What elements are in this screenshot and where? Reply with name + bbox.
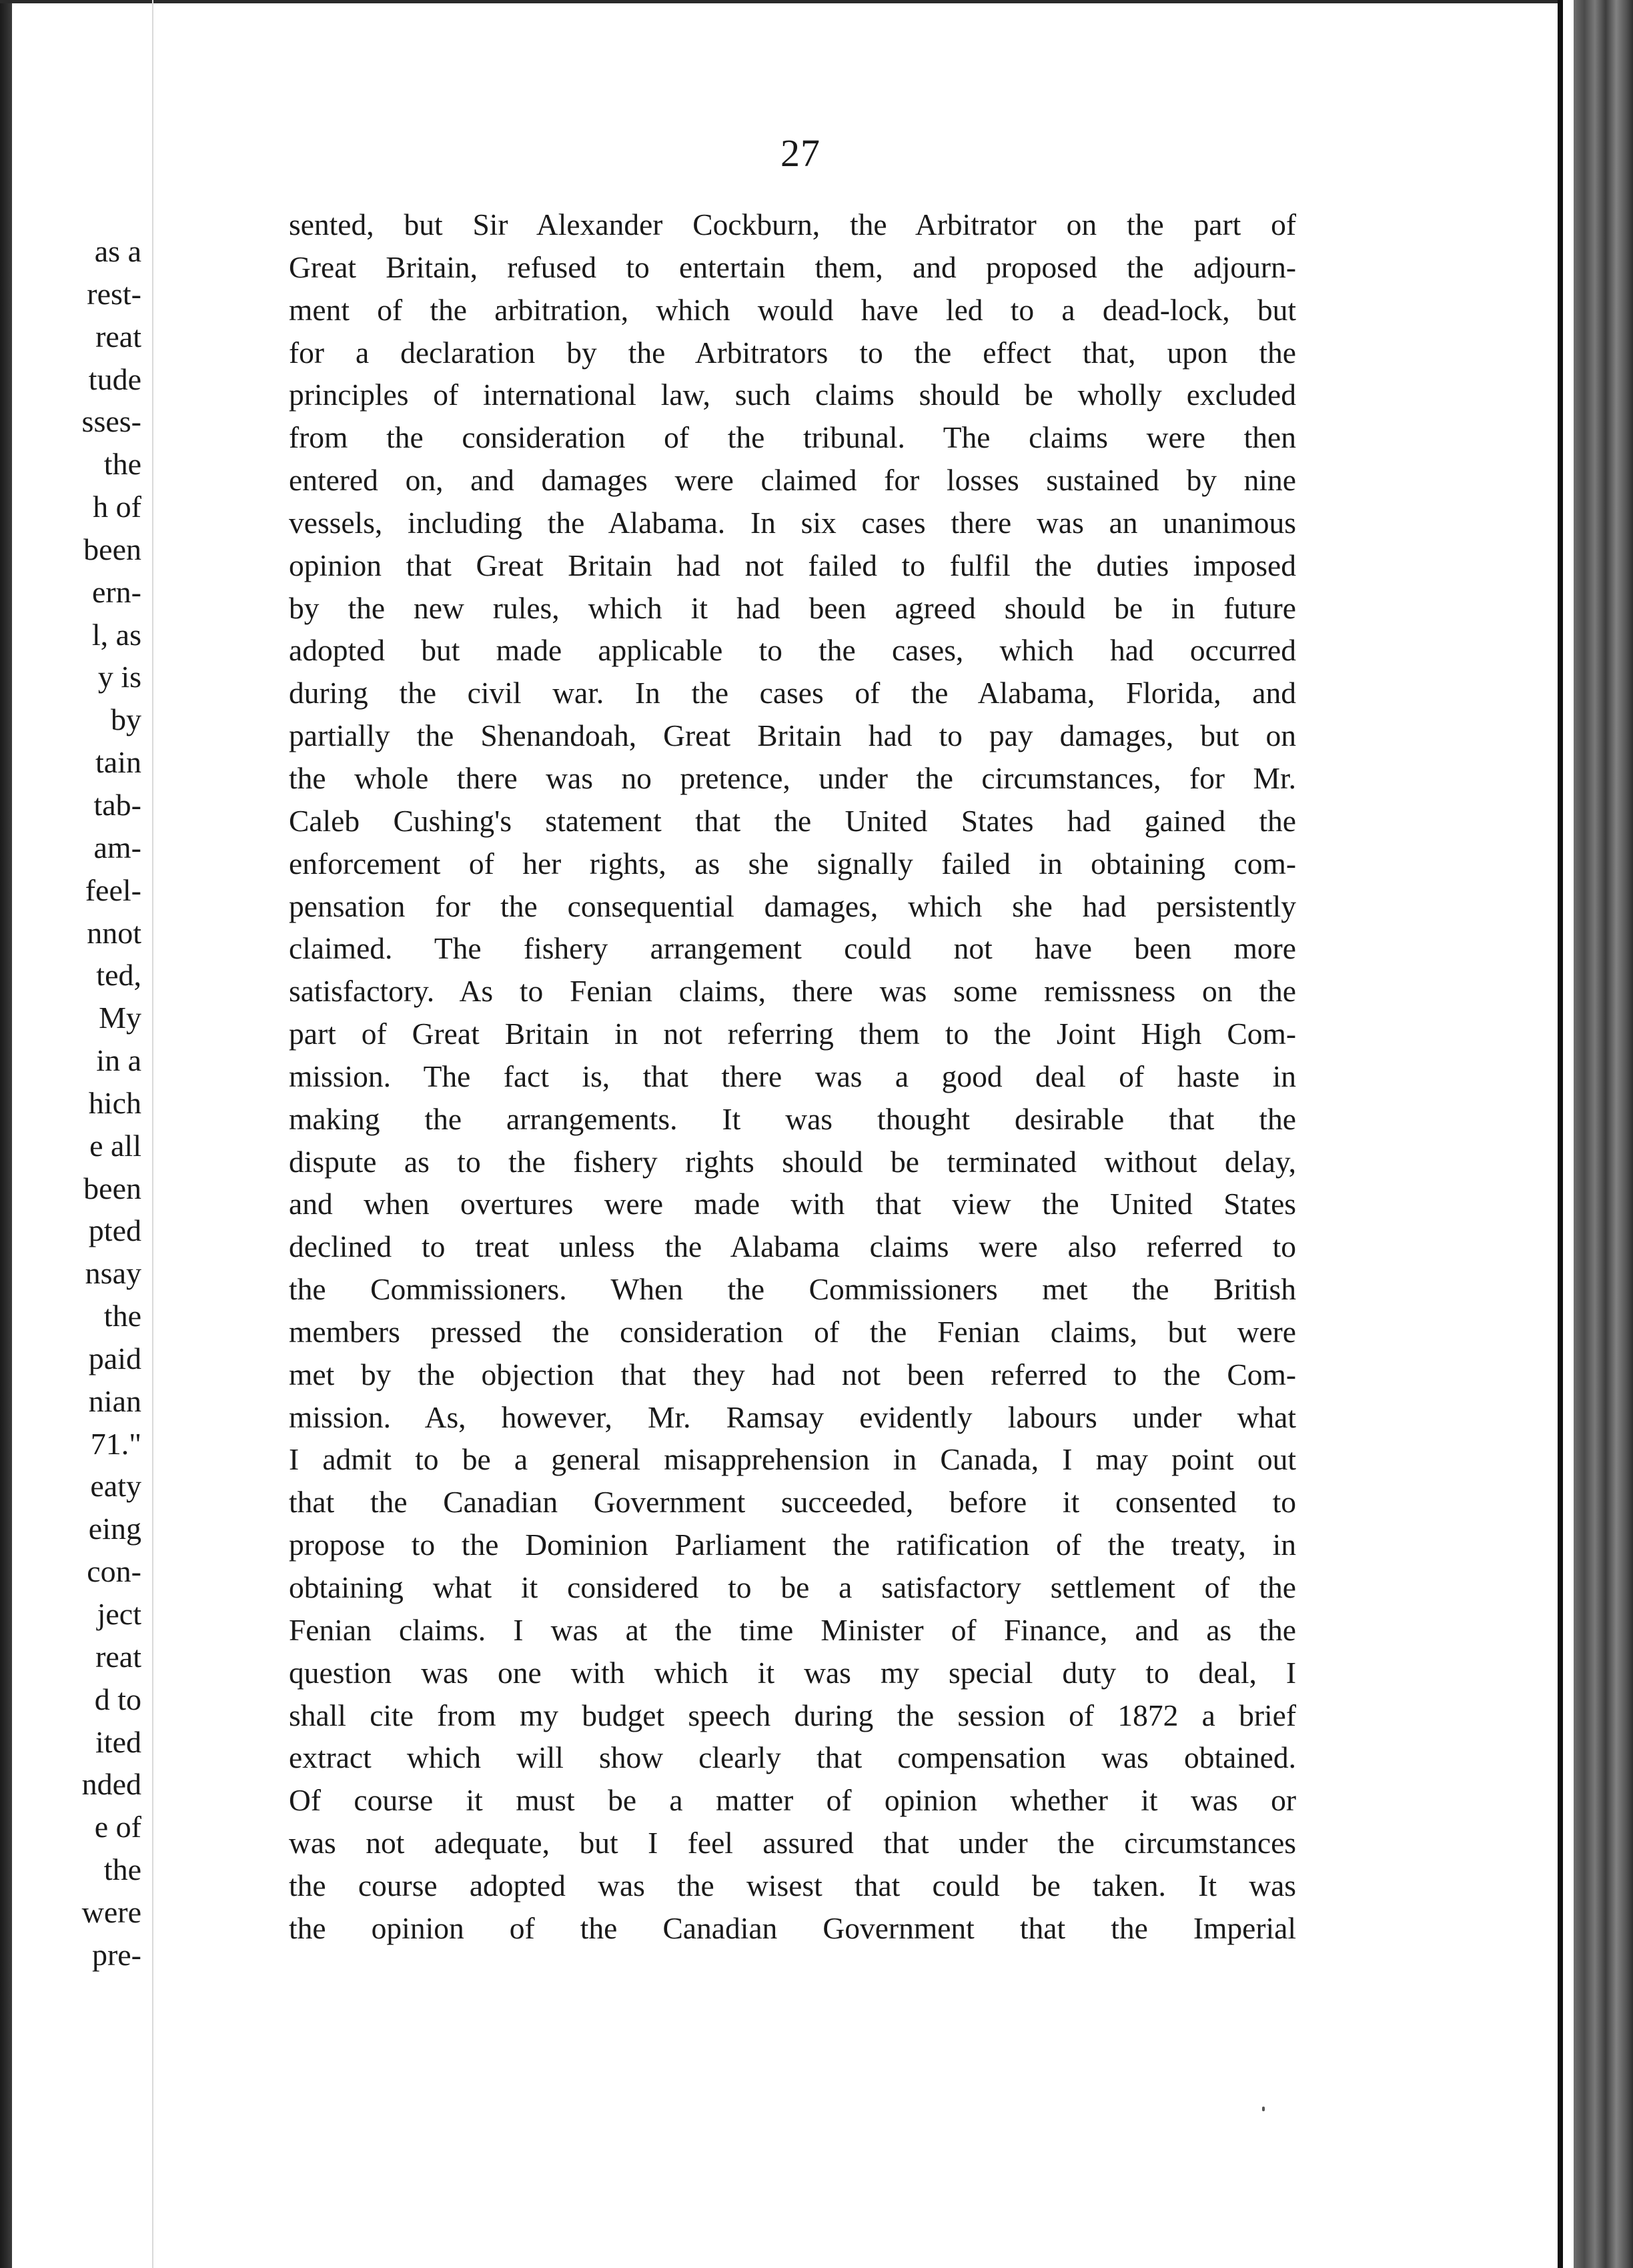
text-line: during the civil war. In the cases of the Alabama, Florida, and	[289, 676, 1296, 710]
text-line: Of course it must be a matter of opinion whether it was or	[289, 1783, 1296, 1818]
text-line: satisfactory. As to Fenian claims, there was some remissness on the	[289, 974, 1296, 1009]
fragment-line: tab-	[93, 787, 141, 822]
fragment-line: pted	[88, 1213, 141, 1248]
fragment-line: in a	[96, 1043, 141, 1078]
text-line: shall cite from my budget speech during the session of 1872 a brief	[289, 1698, 1296, 1732]
text-line: partially the Shenandoah, Great Britain had to pay damages, but on	[289, 718, 1296, 753]
text-line: met by the objection that they had not been referred to the Com-	[289, 1357, 1296, 1391]
fragment-line: ited	[95, 1724, 141, 1759]
text-line: principles of international law, such claims should be wholly excluded	[289, 378, 1296, 412]
text-line: Caleb Cushing's statement that the United States had gained the	[289, 803, 1296, 838]
text-line: I admit to be a general misapprehension in Canada, I may point out	[289, 1442, 1296, 1477]
facing-page-fragment	[0, 230, 149, 1976]
text-line: extract which will show clearly that compensation was obtained.	[289, 1740, 1296, 1775]
fragment-line: My	[99, 1001, 141, 1035]
fragment-line: nian	[88, 1383, 141, 1418]
text-line: claimed. The fishery arrangement could not have been more	[289, 931, 1296, 966]
text-line: from the consideration of the tribunal. The claims were then	[289, 420, 1296, 455]
fragment-line: nded	[81, 1767, 141, 1802]
fragment-line: as a	[94, 234, 141, 268]
fragment-line: 71."	[90, 1426, 141, 1461]
fragment-line: the	[103, 1299, 141, 1333]
facing-page-edge	[152, 0, 153, 2268]
text-line: propose to the Dominion Parliament the ratification of the treaty, in	[289, 1528, 1296, 1562]
text-line: making the arrangements. It was thought desirable that the	[289, 1101, 1296, 1136]
fragment-line: e all	[89, 1128, 141, 1163]
text-line: and when overtures were made with that view the United States	[289, 1187, 1296, 1221]
fragment-line: the	[103, 1852, 141, 1887]
fragment-line: feel-	[85, 873, 141, 907]
fragment-line: ted,	[96, 958, 141, 993]
fragment-line: ern-	[91, 574, 141, 609]
fragment-line: eing	[88, 1512, 141, 1546]
fragment-line: e of	[94, 1810, 141, 1844]
fragment-line: y is	[97, 660, 141, 694]
text-line: was not adequate, but I feel assured that under the circumstances	[289, 1826, 1296, 1860]
text-line: adopted but made applicable to the cases, which had occurred	[289, 633, 1296, 668]
text-line: mission. As, however, Mr. Ramsay evidently labours under what	[289, 1399, 1296, 1434]
fragment-line: the	[103, 447, 141, 482]
fragment-line: nnot	[87, 915, 141, 950]
fragment-line: tude	[88, 362, 141, 396]
fragment-line: tain	[95, 745, 141, 780]
text-line: obtaining what it considered to be a satisfactory settlement of the	[289, 1570, 1296, 1604]
text-line: the opinion of the Canadian Government that the Imperial	[289, 1910, 1296, 1945]
fragment-line: l, as	[91, 617, 141, 652]
fragment-line: pre-	[91, 1937, 141, 1972]
fragment-line: hich	[88, 1085, 141, 1120]
text-line: members pressed the consideration of the Fenian claims, but were	[289, 1314, 1296, 1349]
fragment-line: am-	[93, 830, 141, 865]
body-text	[289, 203, 1296, 1950]
fragment-line: reat	[95, 319, 141, 354]
text-line: mission. The fact is, that there was a good deal of haste in	[289, 1059, 1296, 1093]
fragment-line: reat	[95, 1639, 141, 1674]
top-scan-edge	[0, 0, 1581, 3]
text-line: part of Great Britain in not referring them to the Joint High Com-	[289, 1017, 1296, 1051]
text-line: sented, but Sir Alexander Cockburn, the Arbitrator on the part of	[289, 207, 1296, 241]
fragment-line: been	[83, 532, 141, 566]
text-line: opinion that Great Britain had not failed to fulfil the duties imposed	[289, 548, 1296, 582]
text-line: the whole there was no pretence, under the circumstances, for Mr.	[289, 760, 1296, 795]
scan-speck	[1262, 2107, 1265, 2111]
text-line: vessels, including the Alabama. In six cases there was an unanimous	[289, 505, 1296, 540]
text-line: question was one with which it was my special duty to deal, I	[289, 1655, 1296, 1690]
text-line: by the new rules, which it had been agreed should be in future	[289, 590, 1296, 625]
right-book-spine	[1558, 0, 1633, 2268]
text-line: entered on, and damages were claimed for losses sustained by nine	[289, 463, 1296, 498]
text-line: Great Britain, refused to entertain them, and proposed the adjourn-	[289, 249, 1296, 284]
text-line: ment of the arbitration, which would have led to a dead-lock, but	[289, 292, 1296, 327]
fragment-line: paid	[88, 1341, 141, 1375]
fragment-line: eaty	[90, 1469, 141, 1504]
text-line: that the Canadian Government succeeded, before it consented to	[289, 1485, 1296, 1520]
fragment-line: nsay	[85, 1256, 141, 1291]
text-line: the Commissioners. When the Commissioners met the British	[289, 1272, 1296, 1307]
fragment-line: ject	[97, 1597, 141, 1631]
page-number: 27	[780, 131, 821, 175]
fragment-line: d to	[94, 1682, 141, 1716]
fragment-line: by	[111, 702, 141, 737]
fragment-line: sses-	[81, 404, 141, 439]
text-line: enforcement of her rights, as she signally failed in obtaining com-	[289, 846, 1296, 881]
text-line: dispute as to the fishery rights should be terminated without delay,	[289, 1144, 1296, 1179]
fragment-line: rest-	[87, 276, 141, 311]
text-line: pensation for the consequential damages, which she had persistently	[289, 889, 1296, 923]
text-line: for a declaration by the Arbitrators to the effect that, upon the	[289, 335, 1296, 370]
text-line: declined to treat unless the Alabama claims were also referred to	[289, 1229, 1296, 1264]
fragment-line: h of	[93, 490, 141, 524]
fragment-line: con-	[87, 1554, 141, 1589]
text-line: Fenian claims. I was at the time Minister of Finance, and as the	[289, 1612, 1296, 1647]
fragment-line: were	[81, 1894, 141, 1929]
fragment-line: been	[83, 1171, 141, 1205]
text-line: the course adopted was the wisest that could be taken. It was	[289, 1868, 1296, 1902]
